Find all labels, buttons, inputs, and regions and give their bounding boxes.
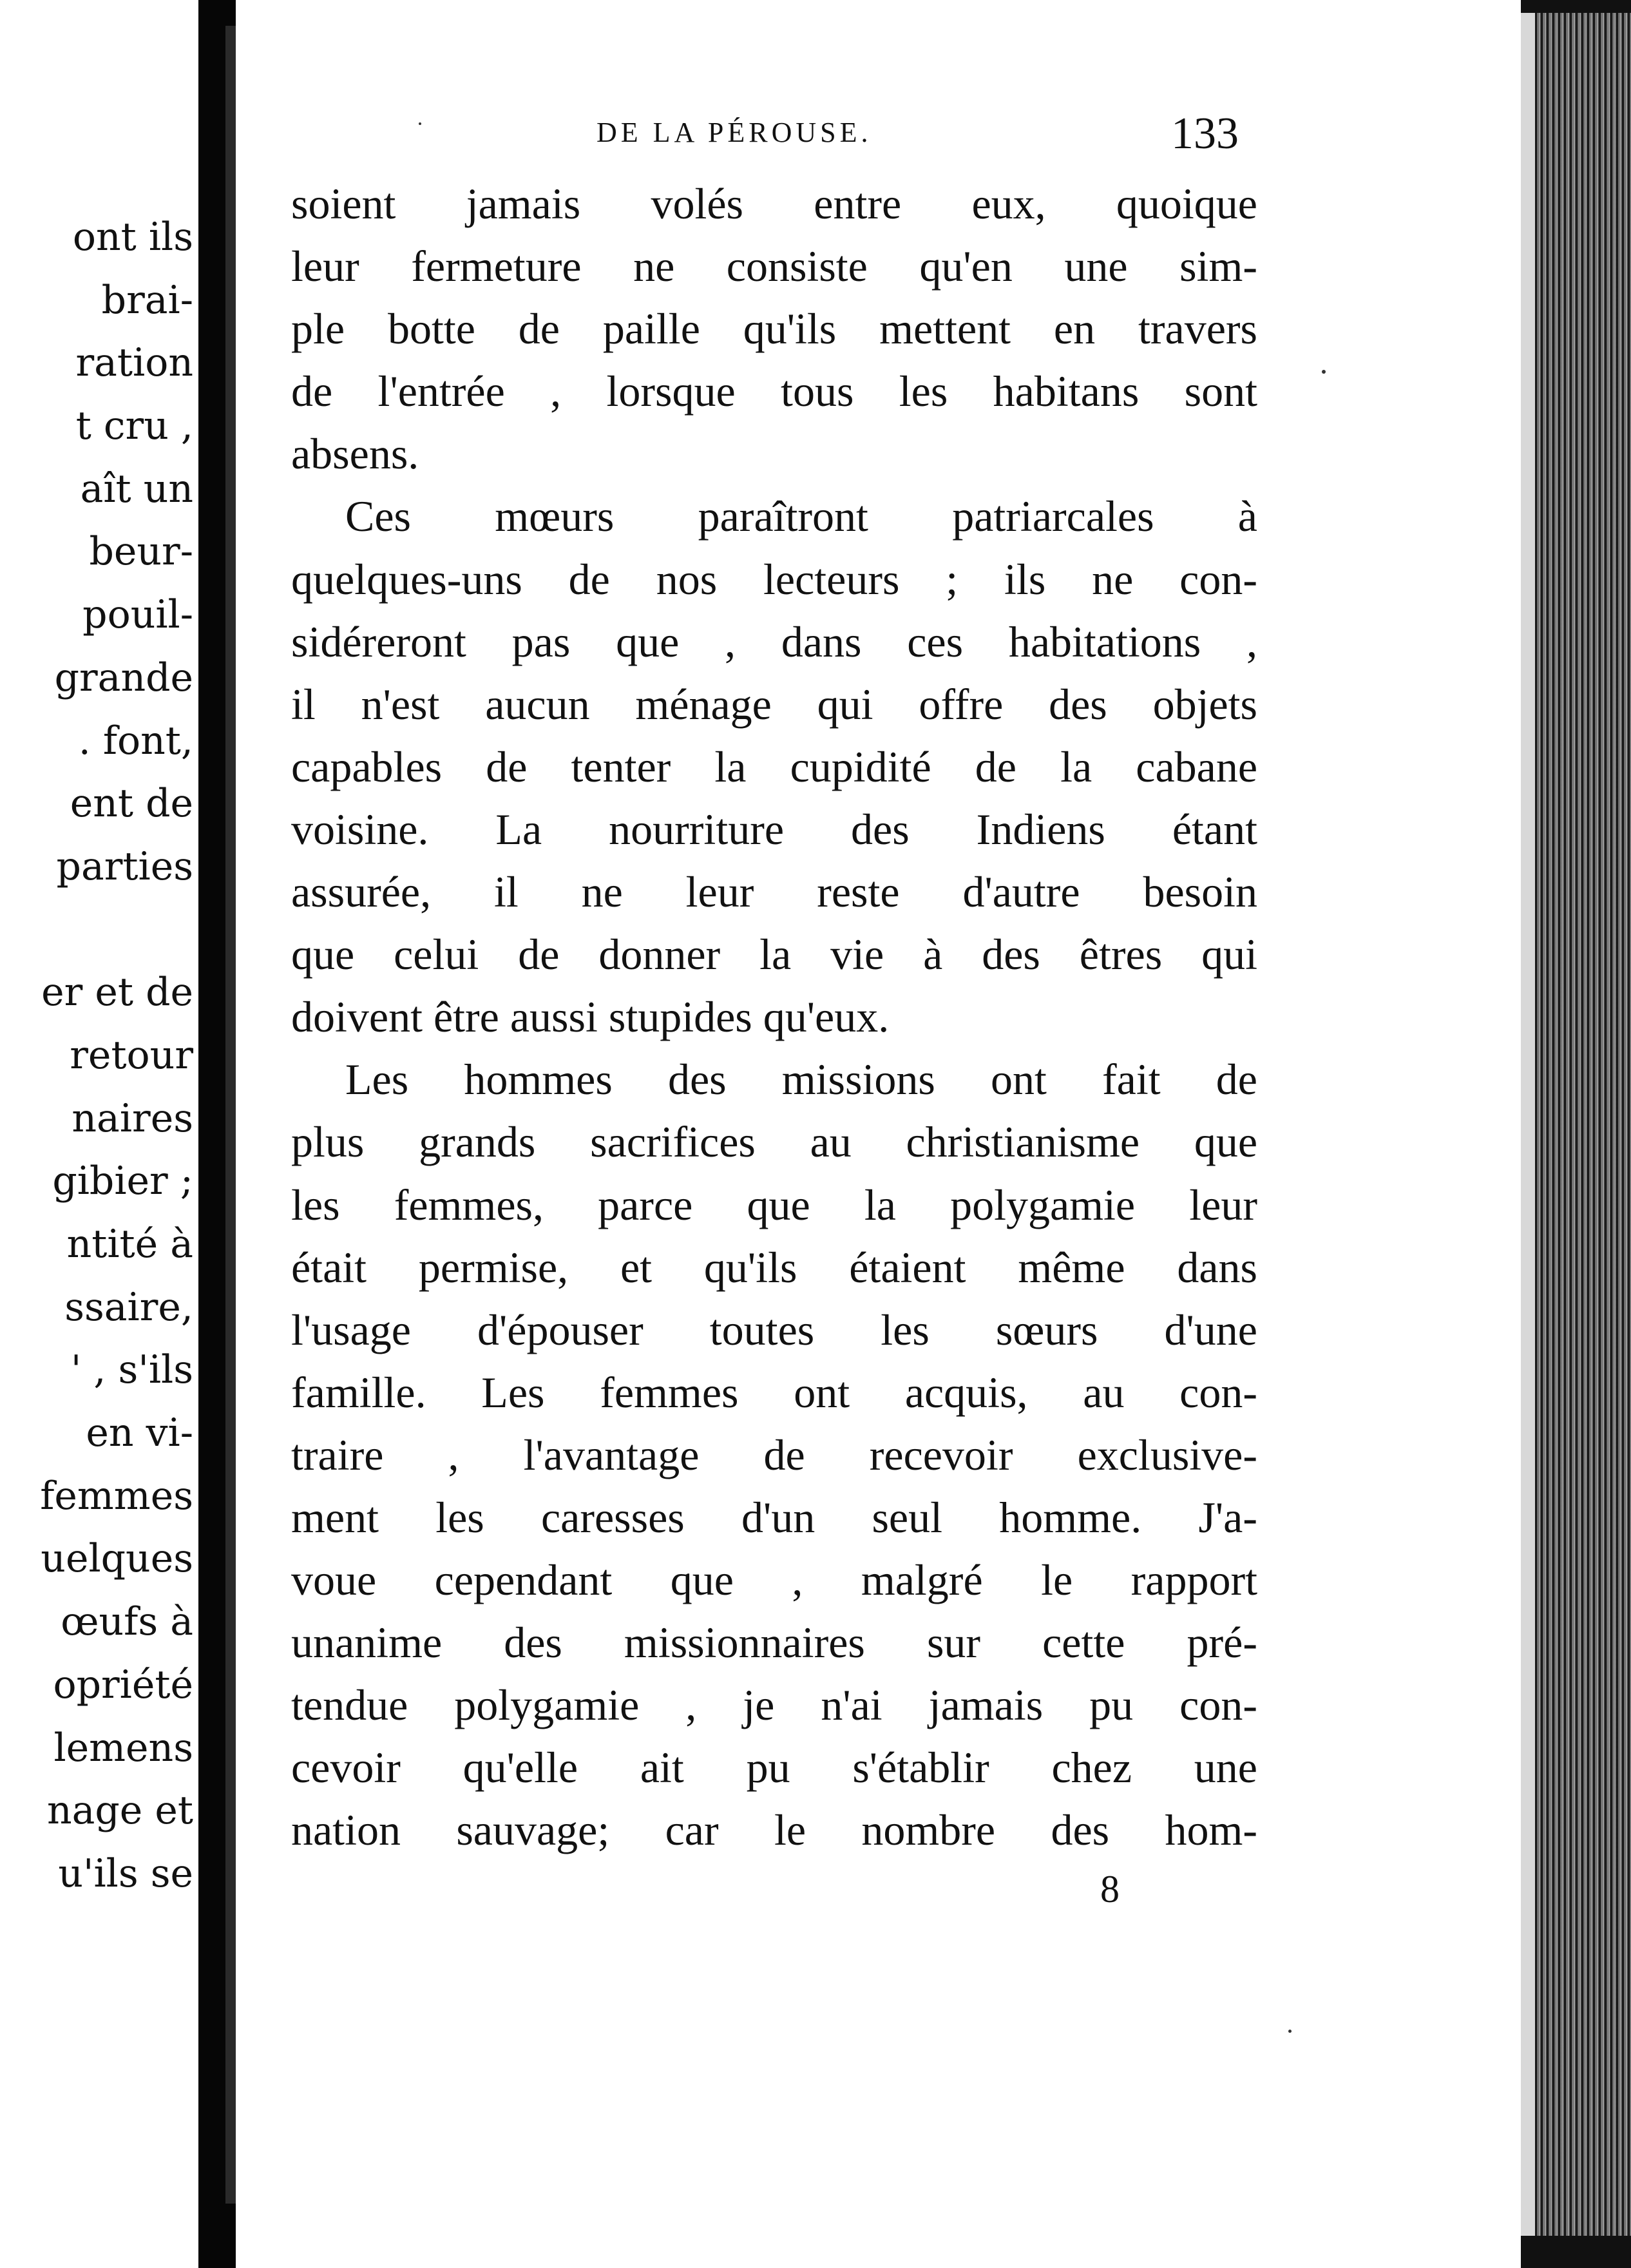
text-line: ment les caresses d'un seul homme. J'a- xyxy=(291,1492,1257,1542)
text-line: lemens xyxy=(53,1725,193,1771)
text-line: ent de xyxy=(70,781,193,827)
text-line: soient jamais volés entre eux, quoique xyxy=(291,179,1257,228)
text-line: beur- xyxy=(89,529,193,575)
page-edge-highlight xyxy=(1521,10,1535,2240)
text-line: ple botte de paille qu'ils mettent en travers xyxy=(291,304,1257,354)
text-line: assurée, il ne leur reste d'autre besoin xyxy=(291,867,1257,917)
text-line: gibier ; xyxy=(52,1158,193,1204)
text-line: naires xyxy=(72,1095,193,1141)
text-line: ont ils xyxy=(72,215,193,260)
text-line: absens. xyxy=(291,429,419,479)
text-line: pouil- xyxy=(82,592,193,638)
body-text xyxy=(291,173,1257,1862)
text-line: ration xyxy=(75,340,193,386)
text-line: cevoir qu'elle ait pu s'établir chez une xyxy=(291,1743,1257,1792)
text-line: ntité à xyxy=(66,1222,193,1267)
text-line: l'usage d'épouser toutes les sœurs d'une xyxy=(291,1305,1257,1354)
text-line: leur fermeture ne consiste qu'en une sim- xyxy=(291,242,1257,291)
page-stack-edge xyxy=(1521,0,1631,2268)
text-line: Ces mœurs paraîtront patriarcales à xyxy=(345,492,1257,541)
text-line: famille. Les femmes ont acquis, au con- xyxy=(291,1367,1257,1417)
top-shadow xyxy=(1521,0,1631,13)
text-line: quelques-uns de nos lecteurs ; ils ne con- xyxy=(291,554,1257,604)
paragraph-gap xyxy=(0,899,193,962)
text-line: brai- xyxy=(101,277,193,323)
paper-speck xyxy=(1322,370,1326,374)
text-line: capables de tenter la cupidité de la cabane xyxy=(291,742,1257,791)
text-line: unanime des missionnaires sur cette pré- xyxy=(291,1618,1257,1667)
text-line: t cru , xyxy=(75,403,193,449)
text-line: œufs à xyxy=(61,1599,193,1645)
text-line: grande xyxy=(54,655,193,700)
bottom-shadow xyxy=(1521,2236,1631,2268)
text-line: traire , l'avantage de recevoir exclusive- xyxy=(291,1430,1257,1479)
text-line: uelques xyxy=(41,1536,193,1582)
text-line: voisine. La nourriture des Indiens étant xyxy=(291,804,1257,854)
text-line: que celui de donner la vie à des êtres qui xyxy=(291,930,1257,979)
paper-speck xyxy=(419,122,421,125)
text-line: doivent être aussi stupides qu'eux. xyxy=(291,992,890,1042)
text-line: voue cependant que , malgré le rapport xyxy=(291,1555,1257,1605)
text-line: opriété xyxy=(53,1662,193,1707)
text-line: parties xyxy=(56,843,193,889)
page-number: 133 xyxy=(1171,109,1239,159)
paper-speck xyxy=(1288,2030,1292,2033)
text-line: en vi- xyxy=(86,1410,193,1456)
left-page xyxy=(0,29,198,2226)
text-line: retour xyxy=(70,1032,193,1078)
text-line: er et de xyxy=(41,970,193,1015)
running-head: DE LA PÉROUSE. xyxy=(596,117,872,148)
text-line: sidéreront pas que , dans ces habitations , xyxy=(291,617,1257,666)
signature-mark: 8 xyxy=(1100,1868,1120,1910)
text-line: tendue polygamie , je n'ai jamais pu con- xyxy=(291,1680,1257,1730)
text-line: les femmes, parce que la polygamie leur xyxy=(291,1180,1257,1229)
page-edges xyxy=(1535,0,1631,2268)
text-line: Les hommes des missions ont fait de xyxy=(345,1055,1257,1104)
text-line: plus grands sacrifices au christianisme que xyxy=(291,1117,1257,1167)
text-line: ssaire, xyxy=(64,1284,193,1330)
text-line: aît un xyxy=(80,466,193,512)
text-line: il n'est aucun ménage qui offre des objets xyxy=(291,679,1257,729)
left-page-text xyxy=(0,206,193,1906)
text-line: ' , s'ils xyxy=(70,1347,193,1393)
text-line: était permise, et qu'ils étaient même dans xyxy=(291,1242,1257,1292)
gutter-shadow xyxy=(225,26,236,2204)
text-line: nation sauvage; car le nombre des hom- xyxy=(291,1805,1257,1855)
text-line: femmes xyxy=(40,1473,193,1519)
text-line: . font, xyxy=(78,718,193,764)
text-line: u'ils se xyxy=(58,1850,193,1896)
text-line: de l'entrée , lorsque tous les habitans sont xyxy=(291,367,1257,416)
text-line: nage et xyxy=(46,1788,193,1834)
